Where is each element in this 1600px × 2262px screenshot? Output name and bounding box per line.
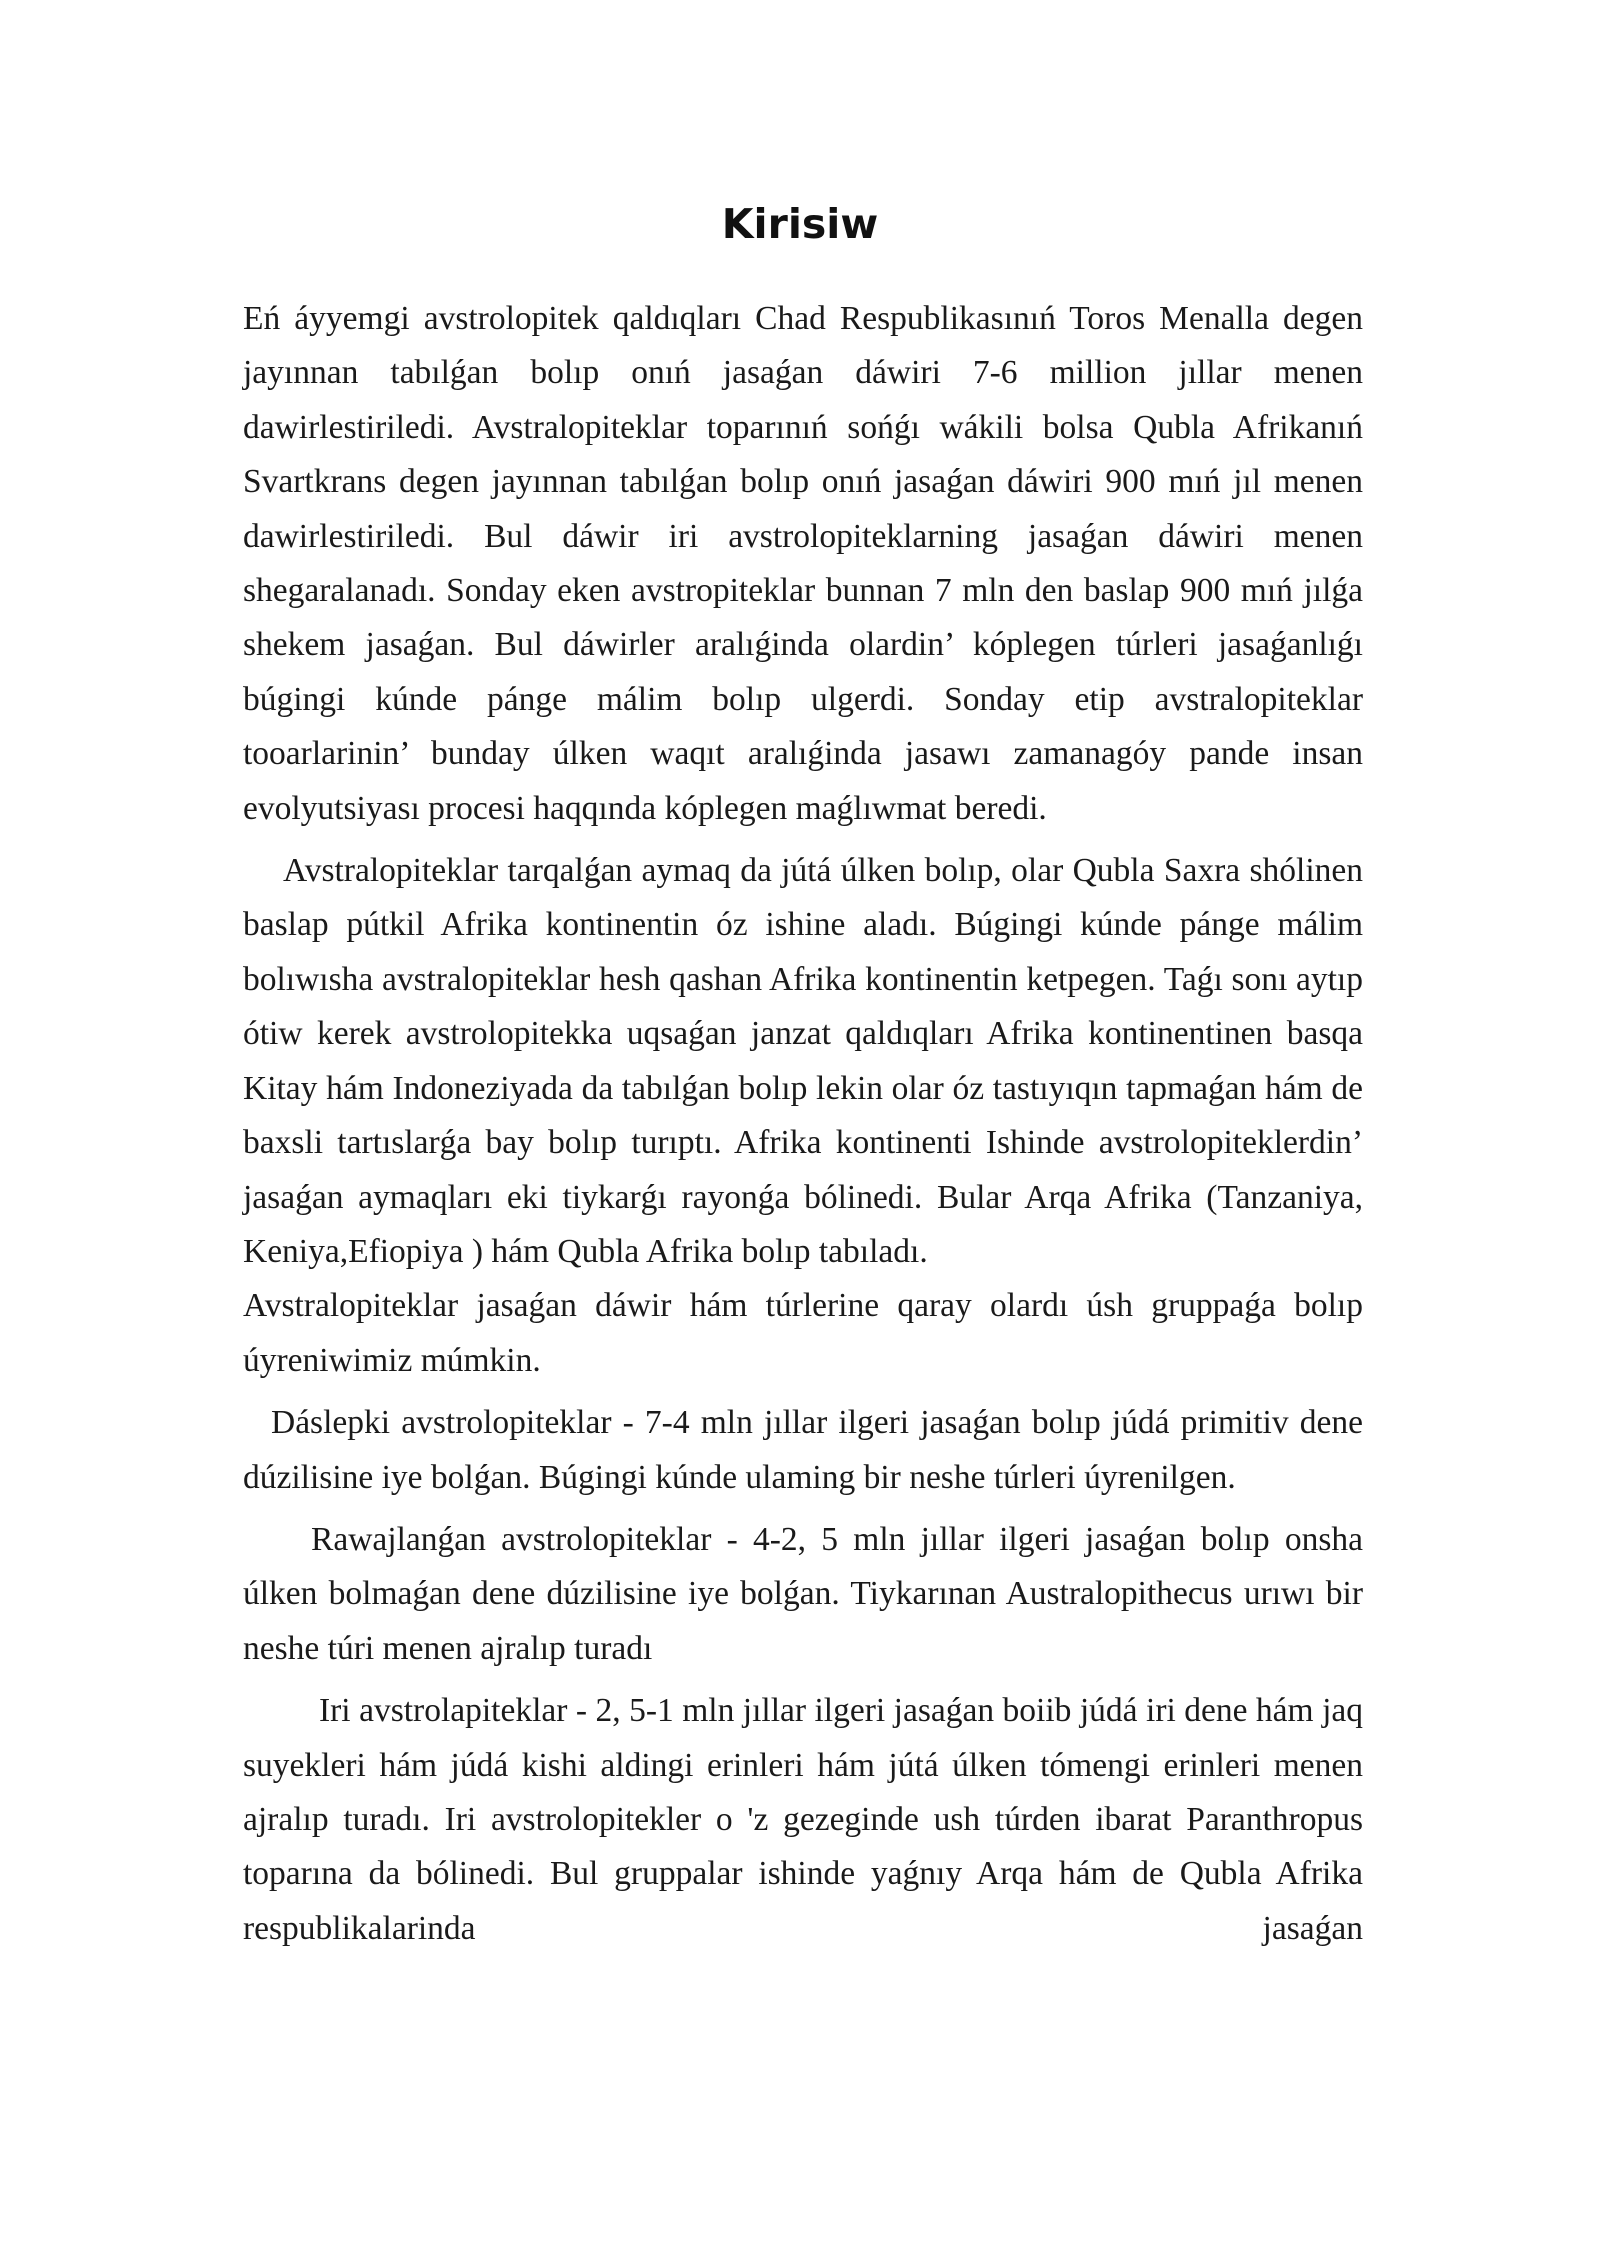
paragraph-3: Avstralopiteklar jasaǵan dáwir hám túrlerine qaray olardı úsh gruppaǵa bolıp úyreniwimiz múmkin. bbox=[243, 1287, 1363, 1379]
document-body bbox=[243, 292, 1363, 1956]
paragraph-4: Dáslepki avstrolopiteklar - 7-4 mln jıllar ilgeri jasaǵan bolıp júdá primitiv dene dúzilisine iye bolǵan. Búgingi kúnde ulaming bir neshe túrleri úyrenilgen. bbox=[243, 1404, 1363, 1496]
document-title: Kirisiw bbox=[721, 200, 879, 248]
paragraph-1: Eń áyyemgi avstrolopitek qaldıqları Chad Respublikasınıń Toros Menalla degen jayınnan tabılǵan bolıp onıń jasaǵan dáwiri 7-6 million jıllar menen dawirlestiriledi. Avstralopiteklar toparınıń sońǵı wákili bolsa Qubla Afrikanıń Svartkrans degen jayınnan tabılǵan bolıp onıń jasaǵan dáwiri 900 mıń jıl menen dawirlestiriledi. Bul dáwir iri avstrolopiteklarning jasaǵan dáwiri menen shegaralanadı. Sonday eken avstropiteklar bunnan 7 mln den baslap 900 mıń jılǵa shekem jasaǵan. Bul dáwirler aralıǵinda olardin’ kóplegen túrleri jasaǵanlıǵı búgingi kúnde pánge málim bolıp ulgerdi. Sonday etip avstralopiteklar tooarlarinin’ bunday úlken waqıt aralıǵinda jasawı zamanagóy pande insan evolyutsiyası procesi haqqında kóplegen maǵlıwmat beredi. bbox=[243, 300, 1363, 827]
paragraph-5: Rawajlanǵan avstrolopiteklar - 4-2, 5 mln jıllar ilgeri jasaǵan bolıp onsha úlken bolmaǵan dene dúzilisine iye bolǵan. Tiykarınan Australopithecus urıwı bir neshe túri menen ajralıp turadı bbox=[243, 1520, 1363, 1667]
paragraph-2: Avstralopiteklar tarqalǵan aymaq da jútá úlken bolıp, olar Qubla Saxra shólinen baslap pútkil Afrika kontinentin óz ishine aladı. Búgingi kúnde pánge málim bolıwısha avstralopiteklar hesh qashan Afrika kontinentin ketpegen. Taǵı sonı aytıp ótiw kerek avstrolopitekka uqsaǵan janzat qaldıqları Afrika kontinentinen basqa Kitay hám Indoneziyada da tabılǵan bolıp lekin olar óz tastıyıqın tapmaǵan hám de baxsli tartıslarǵa bay bolıp turıptı. Afrika kontinenti Ishinde avstrolopiteklerdin’ jasaǵan aymaqları eki tiykarǵı rayonǵa bólinedi. Bular Arqa Afrika (Tanzaniya, Keniya,Efiopiya ) hám Qubla Afrika bolıp tabıladı. bbox=[243, 852, 1363, 1270]
paragraph-6: Iri avstrolapiteklar - 2, 5-1 mln jıllar ilgeri jasaǵan boiib júdá iri dene hám jaq suyekleri hám júdá kishi aldingi erinleri hám jútá úlken tómengi erinleri menen ajralıp turadı. Iri avstrolopitekler o 'z gezeginde ush túrden ibarat Paranthropus toparına da bólinedi. Bul gruppalar ishinde yaǵnıy Arqa hám de Qubla Afrika respublikalarinda jasaǵan bbox=[243, 1692, 1363, 1947]
